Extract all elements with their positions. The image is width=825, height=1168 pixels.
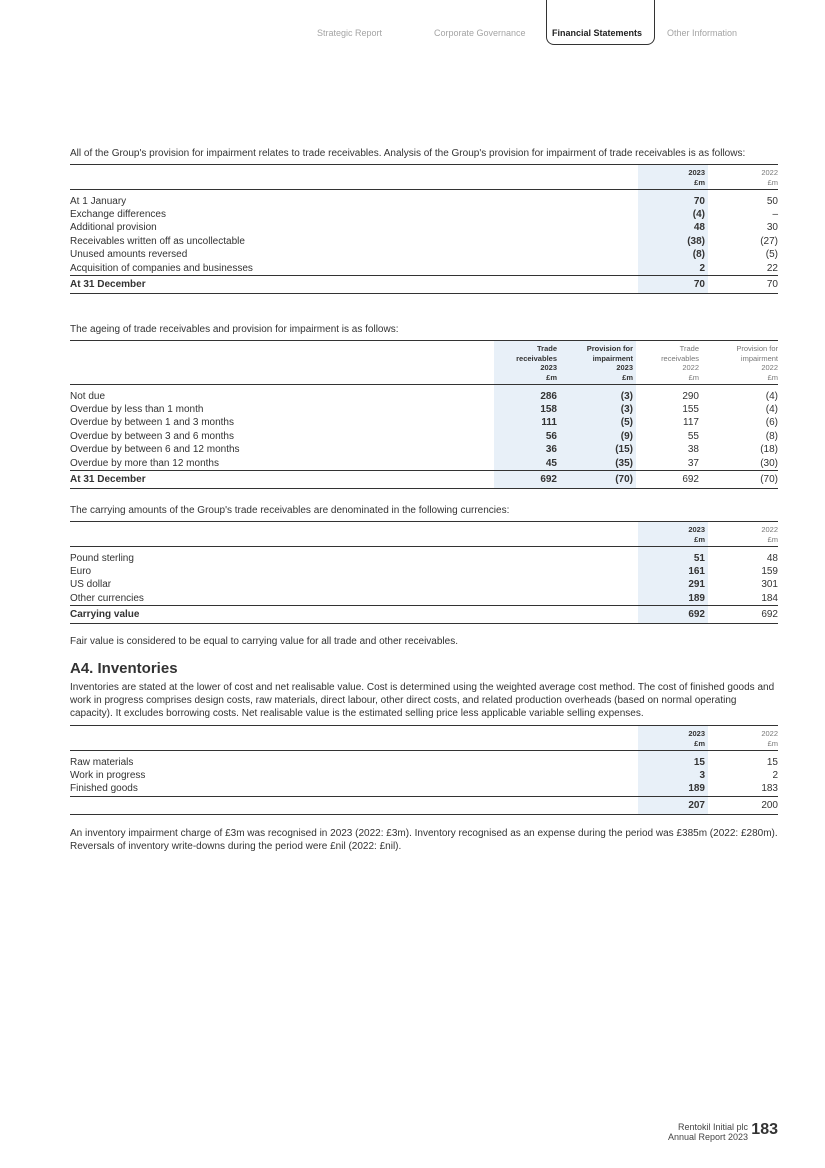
- col-header-provision-2022: Provision for impairment 2022 £m: [736, 344, 778, 382]
- total-row: 207 200: [70, 796, 778, 814]
- table-row: At 1 January 70 50: [70, 195, 778, 207]
- table-row: Other currencies 189 184: [70, 592, 778, 604]
- fair-value-note: Fair value is considered to be equal to carrying value for all trade and other receivables.: [70, 636, 458, 648]
- col-header-2023: 2023 £m: [638, 165, 708, 190]
- table-row: Raw materials 15 15: [70, 756, 778, 768]
- table-row: Not due 286 (3) 290 (4): [70, 390, 778, 402]
- currencies-table: [70, 521, 778, 624]
- col-header-trade-2023: Trade receivables 2023 £m: [494, 341, 560, 385]
- currencies-section: [70, 504, 778, 648]
- col-header-2022: 2022 £m: [761, 525, 778, 544]
- table-row: Unused amounts reversed (8) (5): [70, 249, 778, 261]
- inventories-intro: Inventories are stated at the lower of cost and net realisable value. Cost is determined using the weighted average cost method. The cost of finished goods and work in progress comprises design costs, raw materials, direct labour, other direct costs, and related production overheads (based on normal operating capacity). It excludes borrowing costs. Net realisable value is the estimated selling price less applicable variable selling expenses.: [70, 682, 775, 719]
- col-header-trade-2022: Trade receivables 2022 £m: [661, 344, 699, 382]
- table-row: Additional provision 48 30: [70, 222, 778, 234]
- page-number: 183: [751, 1121, 778, 1138]
- table-row: Overdue by between 1 and 3 months 111 (5) 117 (6): [70, 417, 778, 429]
- table-row: Work in progress 3 2: [70, 769, 778, 781]
- footer-company: Rentokil Initial plc Annual Report 2023: [667, 1122, 748, 1142]
- total-row: At 31 December 70 70: [70, 275, 778, 293]
- page-footer: [640, 1120, 780, 1148]
- table-row: Overdue by between 6 and 12 months 36 (15) 38 (18): [70, 444, 778, 456]
- total-row: At 31 December 692 (70) 692 (70): [70, 470, 778, 488]
- impairment-table: [70, 164, 778, 294]
- table-row: Receivables written off as uncollectable (38) (27): [70, 235, 778, 247]
- table-row: Exchange differences (4) –: [70, 208, 778, 220]
- tab-other-information[interactable]: Other Information: [667, 28, 738, 38]
- col-header-provision-2023: Provision for impairment 2023 £m: [560, 341, 636, 385]
- impairment-intro: All of the Group's provision for impairment relates to trade receivables. Analysis of the Group's provision for impairment of trade receivables is as follows:: [70, 148, 746, 159]
- impairment-section: [70, 147, 778, 294]
- section-nav: [0, 0, 825, 50]
- currencies-intro: The carrying amounts of the Group's trade receivables are denominated in the following currencies:: [70, 505, 510, 516]
- table-row: Pound sterling 51 48: [70, 552, 778, 564]
- table-row: Overdue by less than 1 month 158 (3) 155 (4): [70, 403, 778, 415]
- total-row: Carrying value 692 692: [70, 606, 778, 624]
- ageing-intro: The ageing of trade receivables and provision for impairment is as follows:: [70, 324, 399, 335]
- col-header-2022: 2022 £m: [761, 168, 778, 187]
- table-row: Finished goods 189 183: [70, 783, 778, 795]
- table-row: Acquisition of companies and businesses 2 22: [70, 262, 778, 274]
- table-row: Euro 161 159: [70, 565, 778, 577]
- col-header-2023: 2023 £m: [638, 726, 708, 751]
- table-row: Overdue by between 3 and 6 months 56 (9) 55 (8): [70, 430, 778, 442]
- ageing-section: [70, 323, 778, 489]
- inventory-note: An inventory impairment charge of £3m was recognised in 2023 (2022: £3m). Inventory recognised as an expense during the period was £385m (2022: £280m). Reversals of inventory write-downs during the period were £nil (2022: £nil).: [70, 827, 778, 852]
- ageing-table: [70, 340, 778, 489]
- table-row: Overdue by more than 12 months 45 (35) 37 (30): [70, 457, 778, 469]
- table-row: US dollar 291 301: [70, 579, 778, 591]
- section-heading: A4. Inventories: [70, 660, 178, 677]
- col-header-2022: 2022 £m: [761, 729, 778, 748]
- inventories-table: [70, 725, 778, 815]
- inventories-section: [70, 660, 778, 853]
- tab-corporate-governance[interactable]: Corporate Governance: [434, 28, 526, 38]
- tab-strategic-report[interactable]: Strategic Report: [317, 28, 383, 38]
- col-header-2023: 2023 £m: [638, 522, 708, 547]
- tab-financial-statements[interactable]: Financial Statements: [546, 0, 655, 45]
